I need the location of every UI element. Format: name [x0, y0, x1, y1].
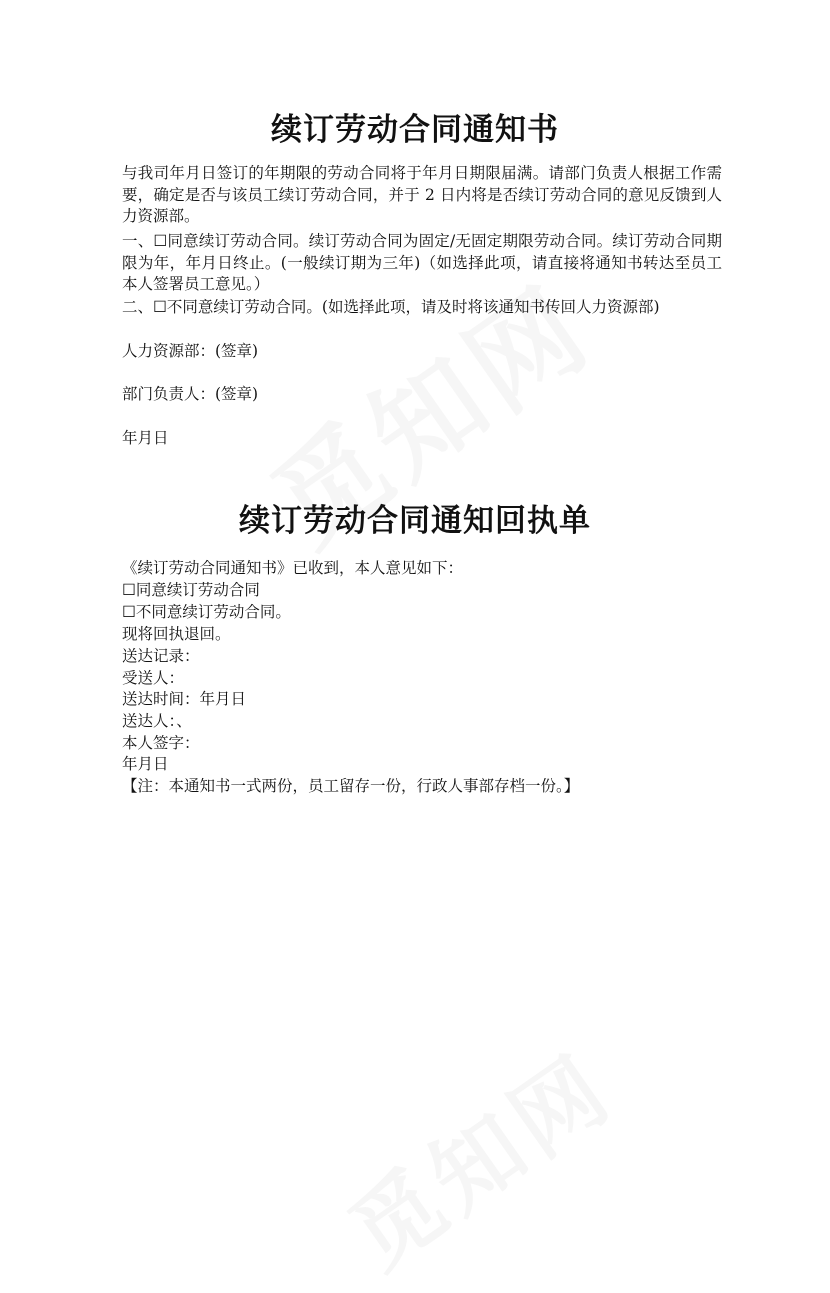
receipt-title: 续订劳动合同通知回执单 — [239, 503, 591, 539]
delivery-record: 送达记录： — [122, 647, 200, 665]
notice-option-agree: 一、☐同意续订劳动合同。续订劳动合同为固定/无固定期限劳动合同。续订劳动合同期限为年，年月日终止。(一般续订期为三年)（如选择此项，请直接将通知书转达至员工本人签署员工意见。） — [122, 232, 722, 293]
notice-title: 续订劳动合同通知书 — [271, 112, 559, 148]
hr-signature: 人力资源部：(签章) — [122, 342, 259, 360]
receipt-return-note: 现将回执退回。 — [122, 625, 231, 643]
dept-signature: 部门负责人：(签章) — [122, 385, 259, 403]
receipt-agree-option: ☐同意续订劳动合同 — [122, 581, 260, 599]
notice-option-disagree: 二、☐不同意续订劳动合同。(如选择此项，请及时将该通知书传回人力资源部) — [122, 298, 660, 316]
receipt-received: 《续订劳动合同通知书》已收到，本人意见如下： — [122, 559, 464, 577]
deliverer: 送达人：、 — [122, 712, 192, 730]
notice-date: 年月日 — [122, 429, 169, 447]
receipt-disagree-option: ☐不同意续订劳动合同。 — [122, 603, 291, 621]
delivery-time: 送达时间：年月日 — [122, 690, 247, 708]
footnote: 【注：本通知书一式两份，员工留存一份，行政人事部存档一份。】 — [122, 777, 580, 795]
notice-intro: 与我司年月日签订的年期限的劳动合同将于年月日期限届满。请部门负责人根据工作需要，确定是否与该员工续订劳动合同，并于 2 日内将是否续订劳动合同的意见反馈到人力资源部。 — [122, 164, 722, 225]
recipient: 受送人： — [122, 669, 185, 687]
self-signature: 本人签字： — [122, 734, 200, 752]
watermark-bottom — [319, 1017, 634, 1292]
receipt-date: 年月日 — [122, 755, 169, 773]
